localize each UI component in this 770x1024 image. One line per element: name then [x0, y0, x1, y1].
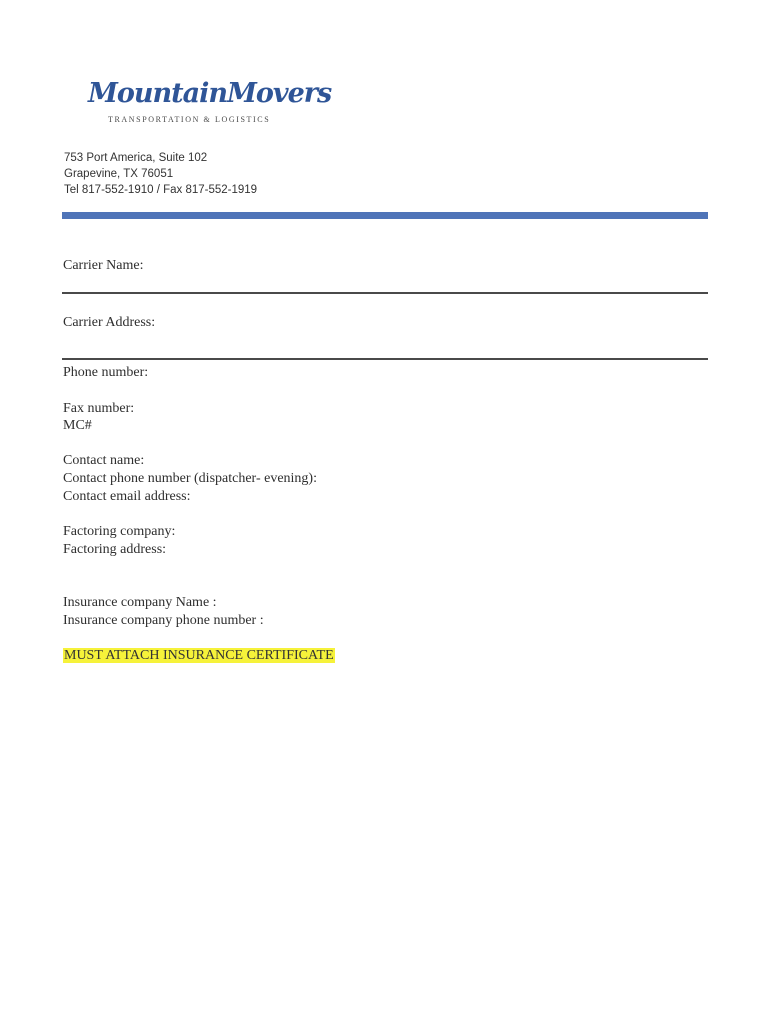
- header-divider-bar: [62, 212, 708, 219]
- address-line-1: 753 Port America, Suite 102: [64, 152, 208, 164]
- address-line-3: Tel 817-552-1910 / Fax 817-552-1919: [64, 184, 258, 196]
- company-logo: [88, 78, 332, 128]
- company-address: [64, 150, 257, 198]
- address-line-2: Grapevine, TX 76051: [64, 168, 174, 180]
- factoring-company-label: Factoring company:: [63, 524, 176, 539]
- fax-number-label: Fax number:: [63, 401, 135, 416]
- contact-name-label: Contact name:: [63, 453, 145, 468]
- insurance-phone-label: Insurance company phone number :: [63, 613, 264, 628]
- factoring-address-label: Factoring address:: [63, 542, 167, 557]
- contact-email-label: Contact email address:: [63, 489, 191, 504]
- insurance-notice: [63, 648, 335, 664]
- carrier-name-line: [62, 292, 708, 294]
- carrier-name-label: Carrier Name:: [63, 258, 144, 273]
- contact-phone-label: Contact phone number (dispatcher- evening):: [63, 471, 317, 486]
- mc-number-label: MC#: [63, 418, 92, 433]
- phone-number-label: Phone number:: [63, 365, 149, 380]
- logo-wordmark: MountainMovers: [88, 78, 332, 109]
- carrier-address-line: [62, 358, 708, 360]
- logo-tagline: TRANSPORTATION & LOGISTICS: [108, 115, 271, 124]
- insurance-notice-highlight: MUST ATTACH INSURANCE CERTIFICATE: [64, 648, 334, 663]
- insurance-name-label: Insurance company Name :: [63, 595, 217, 610]
- carrier-address-label: Carrier Address:: [63, 315, 156, 330]
